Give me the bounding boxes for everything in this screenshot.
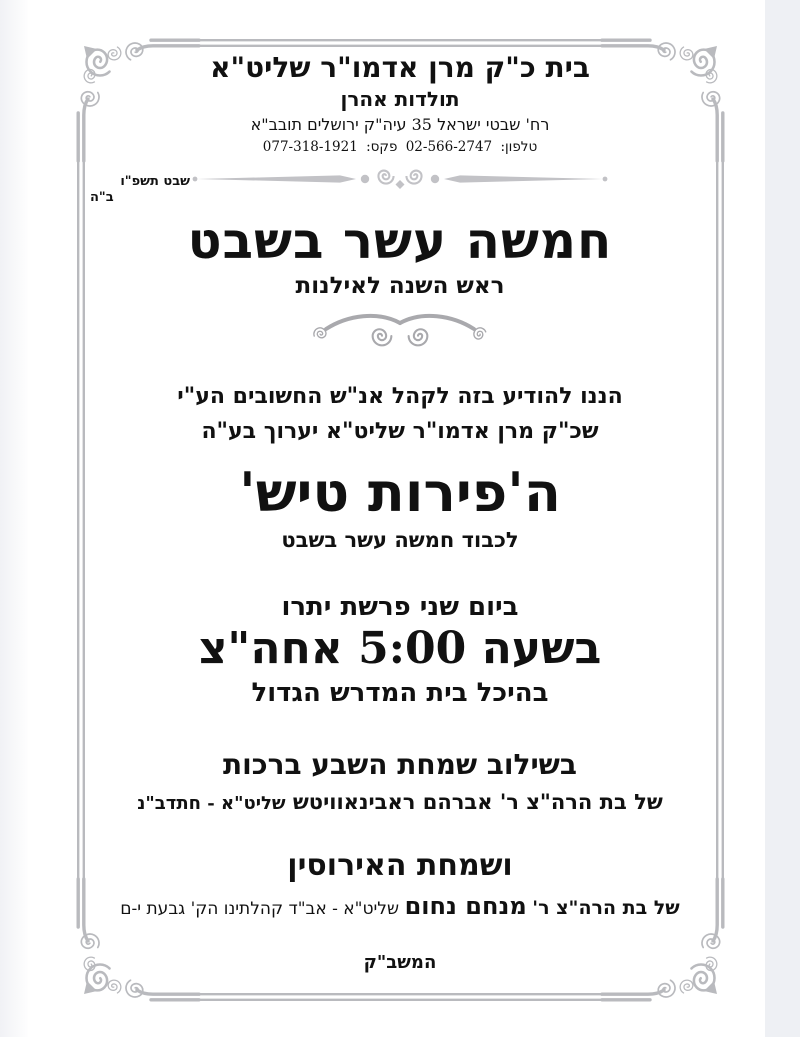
phone-label: טלפון: [500,139,538,156]
address-line: רח' שבטי ישראל 35 עיה"ק ירושלים תובב"א [250,115,550,135]
erusin-honoree: מנחם נחום [404,891,527,921]
scroll-divider-icon [190,165,610,191]
org-name: תולדות אהרן [340,87,460,112]
erusin-heading: ושמחת האירוסין [287,848,513,884]
announcement-content [80,0,720,973]
time-suffix: אחה"צ [198,622,343,674]
scan-edge-left [0,0,30,1037]
sheva-prefix: של בת הרה"צ ר' [499,789,663,815]
swirl-flourish-icon [290,311,510,359]
announcement-page [28,0,765,1037]
divider-row [80,165,720,191]
subtitle: ראש השנה לאילנות [295,272,505,300]
time-value: 5:00 [358,622,467,674]
erusin-line [80,891,720,920]
announcement-line-1: הננו להודיע בזה לקהל אנ"ש החשובים הע"י [177,383,623,410]
announcement-line-2: שכ"ק מרן אדמו"ר שליט"א יערוך בע"ה [201,417,599,444]
event-day: ביום שני פרשת יתרו [281,591,519,622]
phone-number: 02-566-2747 [405,139,493,156]
sheva-brachos-line [80,789,720,814]
erusin-suffix: שליט"א - אב"ד קהלתינו הק' גבעת י-ם [120,899,400,920]
time-prefix: בשעה [481,622,602,674]
sheva-brachos-heading: בשילוב שמחת השבע ברכות [222,748,577,782]
bh-note: ב"ה [90,190,114,205]
event-time-line [80,624,720,675]
date-note: שבט תשפ"ו [120,174,190,189]
event-name: ה'פירות טיש' [239,459,561,524]
signature: המשב"ק [363,952,437,974]
sheva-honoree: אברהם ראבינאוויטש [292,789,493,815]
phone-fax-line [80,139,720,155]
flourish-row [80,311,720,359]
main-title: חמשה עשר בשבט [187,211,613,271]
rebbe-house-line: בית כ"ק מרן אדמו"ר שליט"א [210,51,590,84]
erusin-prefix: של בת הרה"צ ר' [532,897,680,920]
event-venue: בהיכל בית המדרש הגדול [251,678,549,709]
fax-label: פקס: [366,139,398,156]
scan-edge-right [764,0,800,1037]
sheva-suffix: שליט"א - חתדב"נ [137,793,286,815]
event-dedication: לכבוד חמשה עשר בשבט [281,526,519,552]
fax-number: 077-318-1921 [262,139,358,156]
